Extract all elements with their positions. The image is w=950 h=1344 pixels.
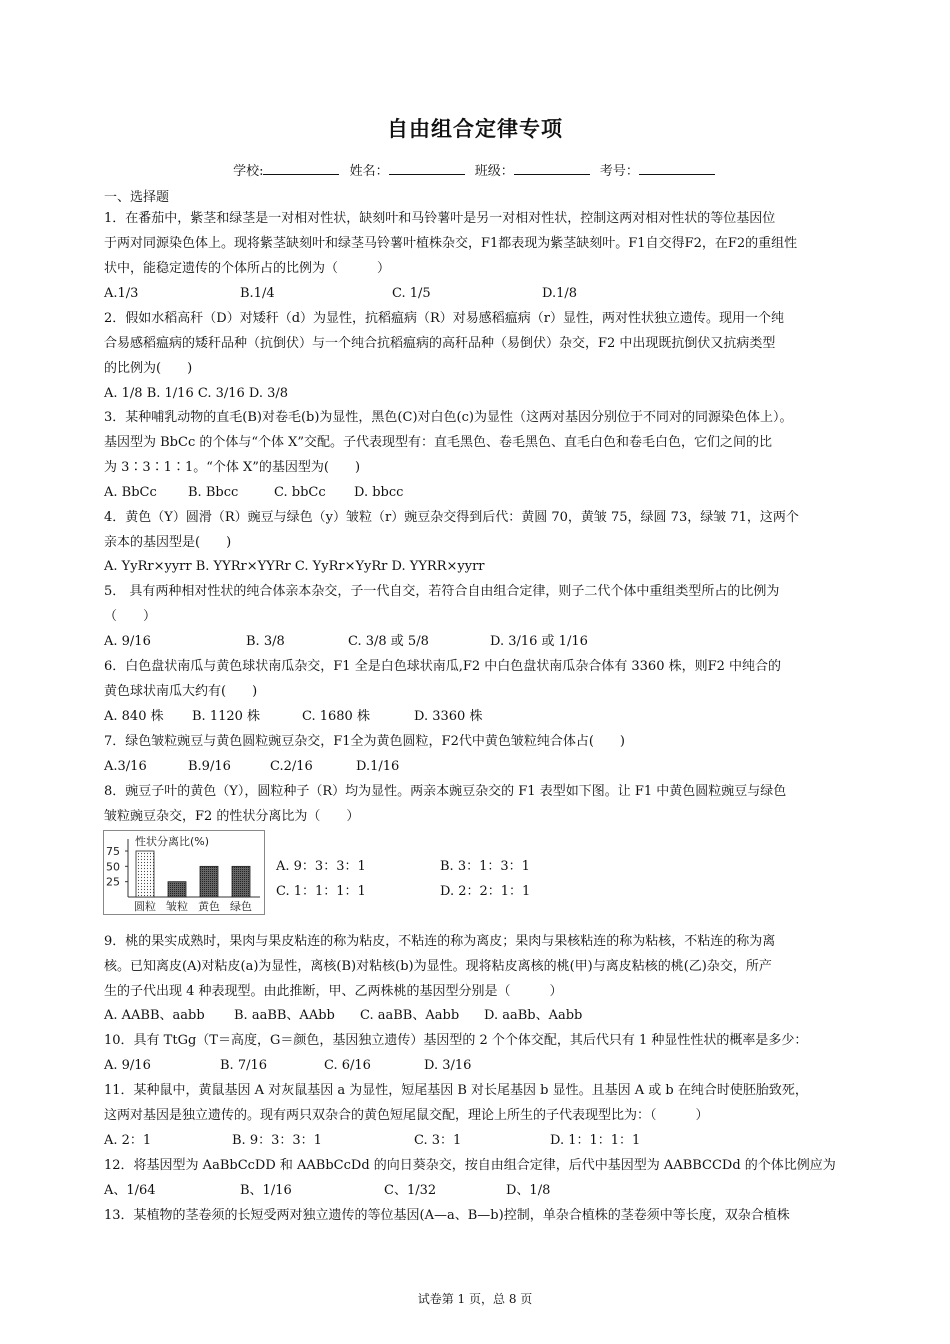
option-a: A.3/16 [104,759,147,774]
question-4 [104,505,850,555]
phenotype-ratio-chart [103,830,265,915]
question-12-options [104,1178,850,1203]
option-c: C、1/32 [384,1183,437,1198]
exam-number-blank[interactable] [639,162,715,175]
school-label: 学校: [233,164,264,179]
option-d: D.1/16 [356,759,400,774]
option-a: A、1/64 [104,1183,156,1198]
school-blank[interactable] [263,162,339,175]
chart-title: 性状分离比(%) [135,835,210,848]
question-5 [104,579,850,629]
question-line: 核。已知离皮(A)对粘皮(a)为显性，离核(B)对粘核(b)为显性。现将粘皮离核的桃(甲)与离皮粘核的桃(乙)杂交，所产 [104,959,772,974]
option-a: A. 840 株 [104,709,164,724]
question-2 [104,306,850,381]
option-c: C. 3/8 或 5/8 [348,634,429,649]
bar-绿色 [232,866,250,897]
page-footer: 试卷第 1 页，总 8 页 [417,1292,533,1306]
question-10 [104,1028,850,1053]
question-1 [104,206,850,281]
x-tick-label: 圆粒 [134,900,156,913]
option-a: A. 2：1 [104,1133,152,1148]
question-10-options [104,1053,850,1078]
question-13 [104,1203,850,1228]
question-line: 合易感稻瘟病的矮秆品种（抗倒伏）与一个纯合抗稻瘟病的高秆品种（易倒伏）杂交，F2 中出现既抗倒伏又抗病类型 [104,336,776,351]
question-line: 11．某种鼠中，黄鼠基因 A 对灰鼠基因 a 为显性，短尾基因 B 对长尾基因 b 显性。且基因 A 或 b 在纯合时使胚胎致死， [104,1083,808,1098]
option-b: B.1/4 [240,286,275,301]
question-4-options [104,554,850,579]
option-a: A. AABB、aabb [104,1008,205,1023]
option-d: D. aaBb、Aabb [484,1008,583,1023]
question-line: 9．桃的果实成熟时，果肉与果皮粘连的称为粘皮，不粘连的称为离皮；果肉与果核粘连的称为粘核，不粘连的称为离 [104,934,776,949]
option-line: A. YyRr×yyrr B. YYRr×YYRr C. YyRr×YyRr D. YYRR×yyrr [104,559,485,574]
option-c: C. 1：1：1：1 [276,884,366,899]
question-line: 4．黄色（Y）圆滑（R）豌豆与绿色（y）皱粒（r）豌豆杂交得到后代：黄圆 70，黄皱 75，绿圆 73，绿皱 71，这两个 [104,510,799,525]
student-info-line [0,160,950,179]
question-line: 于两对同源染色体上。现将紫茎缺刻叶和绿茎马铃薯叶植株杂交，F1都表现为紫茎缺刻叶。F1自交得F2，在F2的重组性 [104,236,798,251]
question-11-options [104,1128,850,1153]
option-d: D. 2：2：1：1 [440,884,531,899]
question-line: 这两对基因是独立遗传的。现有两只双杂合的黄色短尾鼠交配，理论上所生的子代表现型比为：（ ） [104,1108,709,1123]
question-line: （ ） [104,609,157,624]
option-b: B、1/16 [240,1183,292,1198]
option-d: D. 3/16 [424,1058,472,1073]
option-d: D.1/8 [542,286,578,301]
question-line: 生的子代出现 4 种表现型。由此推断，甲、乙两株桃的基因型分别是（ ） [104,984,563,999]
question-line: 13．某植物的茎卷须的长短受两对独立遗传的等位基因(A—a、B—b)控制，单杂合植株的茎卷须中等长度，双杂合植株 [104,1208,790,1223]
question-5-options [104,629,850,654]
question-11 [104,1078,850,1128]
option-a: A. 9/16 [104,634,151,649]
bar-黄色 [200,866,218,897]
y-tick-label: 75 [106,845,120,858]
option-b: B. 3：1：3：1 [440,859,530,874]
question-line: 8．豌豆子叶的黄色（Y），圆粒种子（R）均为显性。两亲本豌豆杂交的 F1 表型如下图。让 F1 中黄色圆粒豌豆与绿色 [104,784,787,799]
question-line: 7．绿色皱粒豌豆与黄色圆粒豌豆杂交，F1全为黄色圆粒，F2代中黄色皱粒纯合体占( ) [104,734,625,749]
option-a: A. 9/16 [104,1058,151,1073]
name-label: 姓名： [349,164,389,179]
question-line: 黄色球状南瓜大约有( ) [104,684,258,699]
option-d: D. 1：1：1：1 [550,1133,641,1148]
question-line: 的比例为( ) [104,361,193,376]
option-c: C. 1680 株 [302,709,370,724]
question-line: 皱粒豌豆杂交，F2 的性状分离比为（ ） [104,809,360,824]
y-tick-label: 25 [106,875,120,889]
option-c: C. bbCc [274,485,326,500]
bar-皱粒 [168,882,186,897]
option-c: C. aaBB、Aabb [360,1008,460,1023]
option-a: A.1/3 [104,286,139,301]
question-line: 亲本的基因型是( ) [104,535,232,550]
question-1-options [104,281,850,306]
section-heading: 一、选择题 [104,190,170,205]
question-3-options [104,480,850,505]
class-label: 班级： [474,164,514,179]
x-tick-label: 绿色 [230,900,252,913]
question-line: 2．假如水稻高秆（D）对矮秆（d）为显性，抗稻瘟病（R）对易感稻瘟病（r）显性，两对性状独立遗传。现用一个纯 [104,311,785,326]
option-b: B.9/16 [188,759,231,774]
question-line: 为 3∶3∶1∶1。“个体 X”的基因型为( ) [104,460,361,475]
question-6-options [104,704,850,729]
name-blank[interactable] [389,162,465,175]
question-9 [104,929,850,1004]
option-b: B. 9：3：3：1 [232,1133,322,1148]
option-b: B. aaBB、AAbb [234,1008,335,1023]
question-line: 状中，能稳定遗传的个体所占的比例为（ ） [104,261,391,276]
question-line: 1．在番茄中，紫茎和绿茎是一对相对性状，缺刻叶和马铃薯叶是另一对相对性状，控制这两对相对性状的等位基因位 [104,211,776,226]
question-12 [104,1153,850,1178]
y-tick-label: 50 [106,860,120,874]
option-a: A. 9：3：3：1 [276,859,366,874]
question-line: 10．具有 TtGg（T＝高度，G＝颜色，基因独立遗传）基因型的 2 个个体交配，其后代只有 1 种显性性状的概率是多少： [104,1033,808,1048]
question-8 [104,779,850,829]
question-6 [104,654,850,704]
question-7 [104,729,850,754]
bar-圆粒 [136,851,154,897]
option-b: B. 1120 株 [192,709,261,724]
class-blank[interactable] [514,162,590,175]
option-b: B. 7/16 [220,1058,268,1073]
option-d: D. 3360 株 [414,709,483,724]
question-9-options [104,1003,850,1028]
x-tick-label: 皱粒 [166,900,188,913]
option-c: C. 1/5 [392,286,431,301]
exam-number-label: 考号： [599,164,639,179]
bar-chart-svg [104,831,264,914]
option-d: D. bbcc [354,485,404,500]
option-line: A. 1/8 B. 1/16 C. 3/16 D. 3/8 [104,386,289,401]
option-c: C. 3：1 [414,1133,462,1148]
option-c: C.2/16 [270,759,313,774]
page-title: 自由组合定律专项 [387,117,563,141]
question-line: 6．白色盘状南瓜与黄色球状南瓜杂交，F1 全是白色球状南瓜,F2 中白色盘状南瓜杂合体有 3360 株，则F2 中纯合的 [104,659,782,674]
option-b: B. 3/8 [246,634,285,649]
option-b: B. Bbcc [188,485,239,500]
question-3 [104,405,850,480]
option-c: C. 6/16 [324,1058,371,1073]
x-tick-label: 黄色 [198,900,220,913]
option-a: A. BbCc [104,485,157,500]
question-2-options [104,381,850,406]
question-line: 基因型为 BbCc 的个体与“个体 X”交配。子代表现型有：直毛黑色、卷毛黑色、直毛白色和卷毛白色，它们之间的比 [104,435,773,450]
question-line: 5． 具有两种相对性状的纯合体亲本杂交，子一代自交，若符合自由组合定律，则子二代个体中重组类型所占的比例为 [104,584,780,599]
option-d: D、1/8 [506,1183,551,1198]
option-d: D. 3/16 或 1/16 [490,634,588,649]
question-7-options [104,754,850,779]
question-line: 12．将基因型为 AaBbCcDD 和 AABbCcDd 的向日葵杂交，按自由组合定律，后代中基因型为 AABBCCDd 的个体比例应为 [104,1158,836,1173]
question-line: 3．某种哺乳动物的直毛(B)对卷毛(b)为显性，黑色(C)对白色(c)为显性（这两对基因分别位于不同对的同源染色体上）。 [104,410,793,425]
